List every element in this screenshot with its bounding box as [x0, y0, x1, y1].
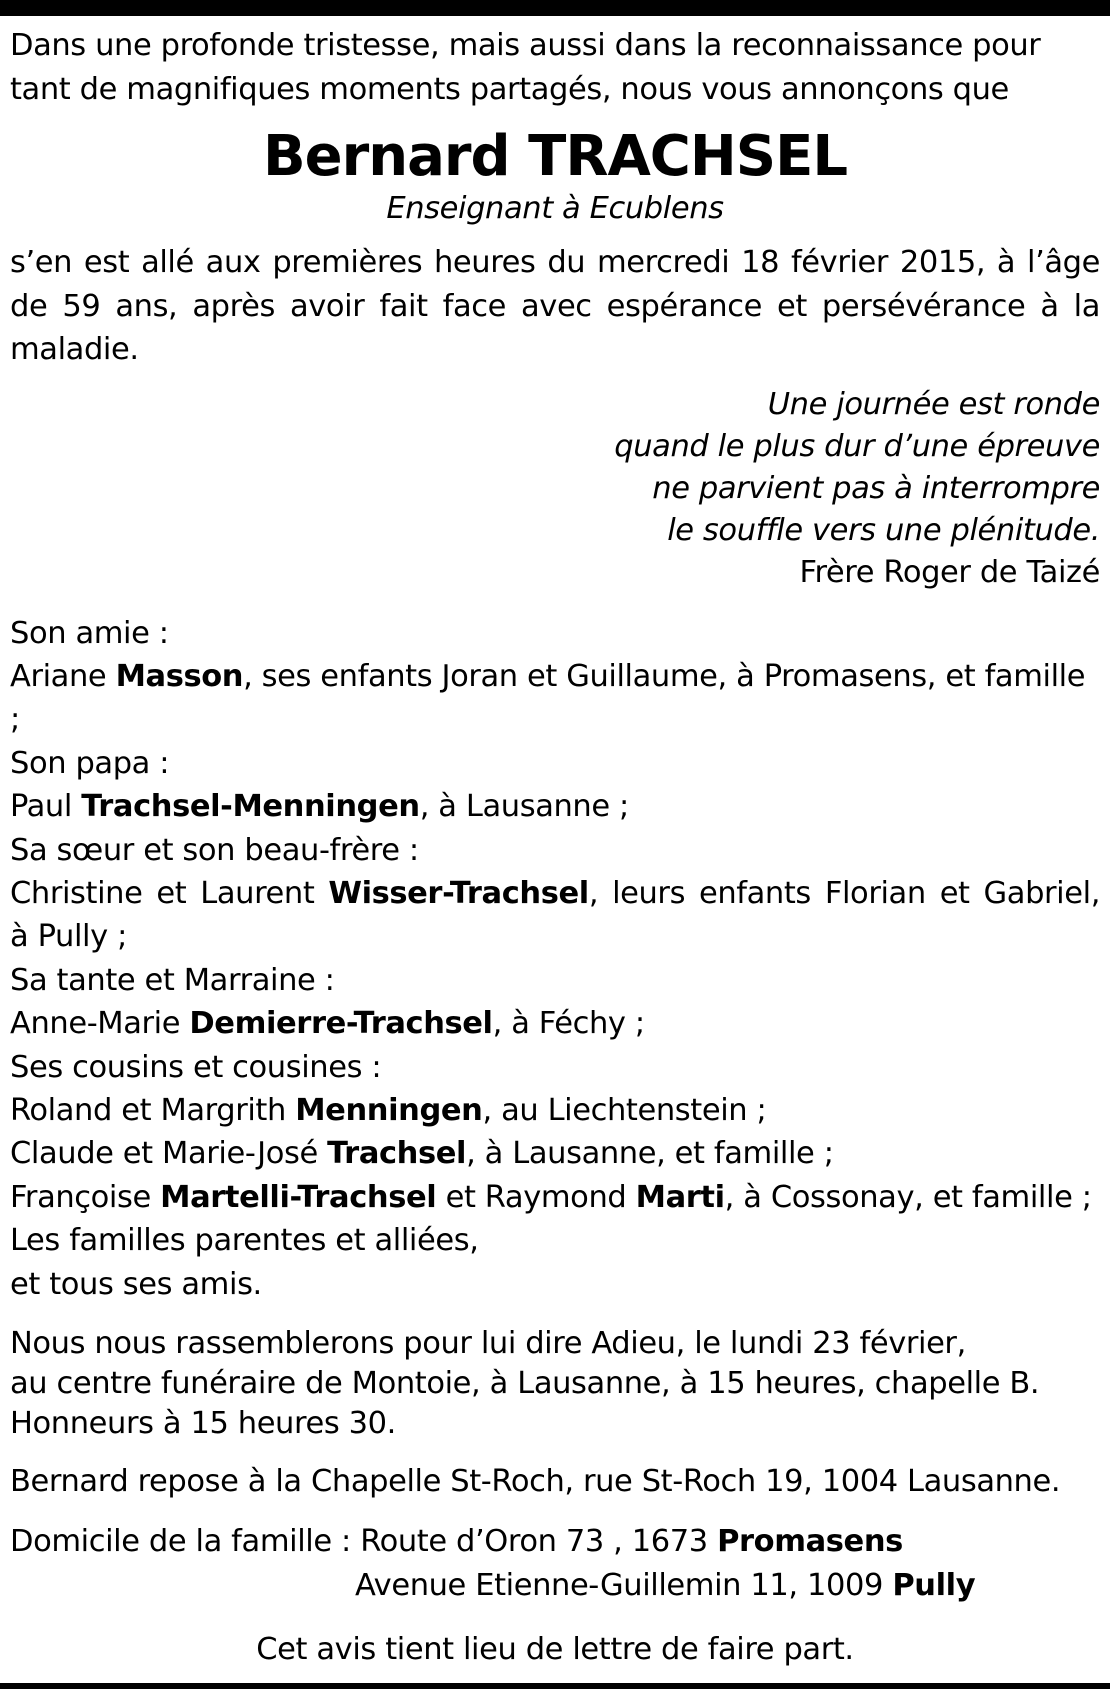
family-member-line: et tous ses amis.: [10, 1266, 262, 1302]
closing-text: Cet avis tient lieu de lettre de faire part.: [256, 1631, 854, 1667]
family-member-line: Roland et Margrith Menningen, au Liechtenstein ;: [10, 1092, 767, 1128]
obituary-notice: [10, 24, 1100, 1671]
ceremony-info: [10, 1324, 1100, 1444]
quote-block: [10, 384, 1100, 594]
top-border: [0, 0, 1110, 16]
family-label: Sa tante et Marraine :: [10, 962, 335, 998]
family-member-line: Anne-Marie Demierre-Trachsel, à Féchy ;: [10, 1006, 645, 1042]
quote-author: Frère Roger de Taizé: [799, 554, 1100, 590]
quote-line: ne parvient pas à interrompre: [652, 470, 1100, 506]
quote-line: le souffle vers une plénitude.: [667, 512, 1100, 548]
deceased-role: Enseignant à Ecublens: [386, 191, 724, 226]
family-member-line: Les familles parentes et alliées,: [10, 1223, 479, 1259]
ceremony-line: au centre funéraire de Montoie, à Lausanne, à 15 heures, chapelle B.: [10, 1366, 1040, 1401]
domicile-line: Avenue Etienne-Guillemin 11, 1009 Pully: [355, 1567, 976, 1603]
ceremony-line: Honneurs à 15 heures 30.: [10, 1406, 396, 1441]
family-member-line: à Pully ;: [10, 919, 127, 955]
domicile-info: [10, 1520, 1100, 1608]
family-label: Sa sœur et son beau-frère :: [10, 832, 419, 868]
intro-text: Dans une profonde tristesse, mais aussi dans la reconnaissance pour tant de magnifiques moments partagés, nous vous annonçons que: [10, 28, 1041, 107]
family-member-line: Ariane Masson, ses enfants Joran et Guillaume, à Promasens, et famille ;: [10, 658, 1086, 738]
repose-info: Bernard repose à la Chapelle St-Roch, rue St-Roch 19, 1004 Lausanne.: [10, 1464, 1061, 1499]
family-label: Ses cousins et cousines :: [10, 1049, 382, 1085]
announcement-text: s’en est allé aux premières heures du mercredi 18 février 2015, à l’âge de 59 ans, après avoir fait face avec espérance et persévérance à la maladie.: [10, 245, 1100, 367]
ceremony-line: Nous nous rassemblerons pour lui dire Adieu, le lundi 23 février,: [10, 1326, 966, 1361]
family-list: [10, 612, 1100, 1307]
bottom-border: [0, 1683, 1110, 1689]
deceased-name: Bernard TRACHSEL: [262, 124, 848, 189]
family-member-line: Christine et Laurent Wisser-Trachsel, leurs enfants Florian et Gabriel,: [10, 875, 1100, 911]
quote-line: Une journée est ronde: [767, 386, 1100, 422]
domicile-line: Domicile de la famille : Route d’Oron 73 , 1673 Promasens: [10, 1523, 903, 1559]
family-member-line: Françoise Martelli-Trachsel et Raymond Marti, à Cossonay, et famille ;: [10, 1179, 1092, 1215]
family-label: Son papa :: [10, 745, 170, 781]
family-member-line: Paul Trachsel-Menningen, à Lausanne ;: [10, 789, 629, 825]
quote-line: quand le plus dur d’une épreuve: [614, 428, 1100, 464]
family-member-line: Claude et Marie-José Trachsel, à Lausanne, et famille ;: [10, 1136, 834, 1172]
family-label: Son amie :: [10, 615, 169, 651]
